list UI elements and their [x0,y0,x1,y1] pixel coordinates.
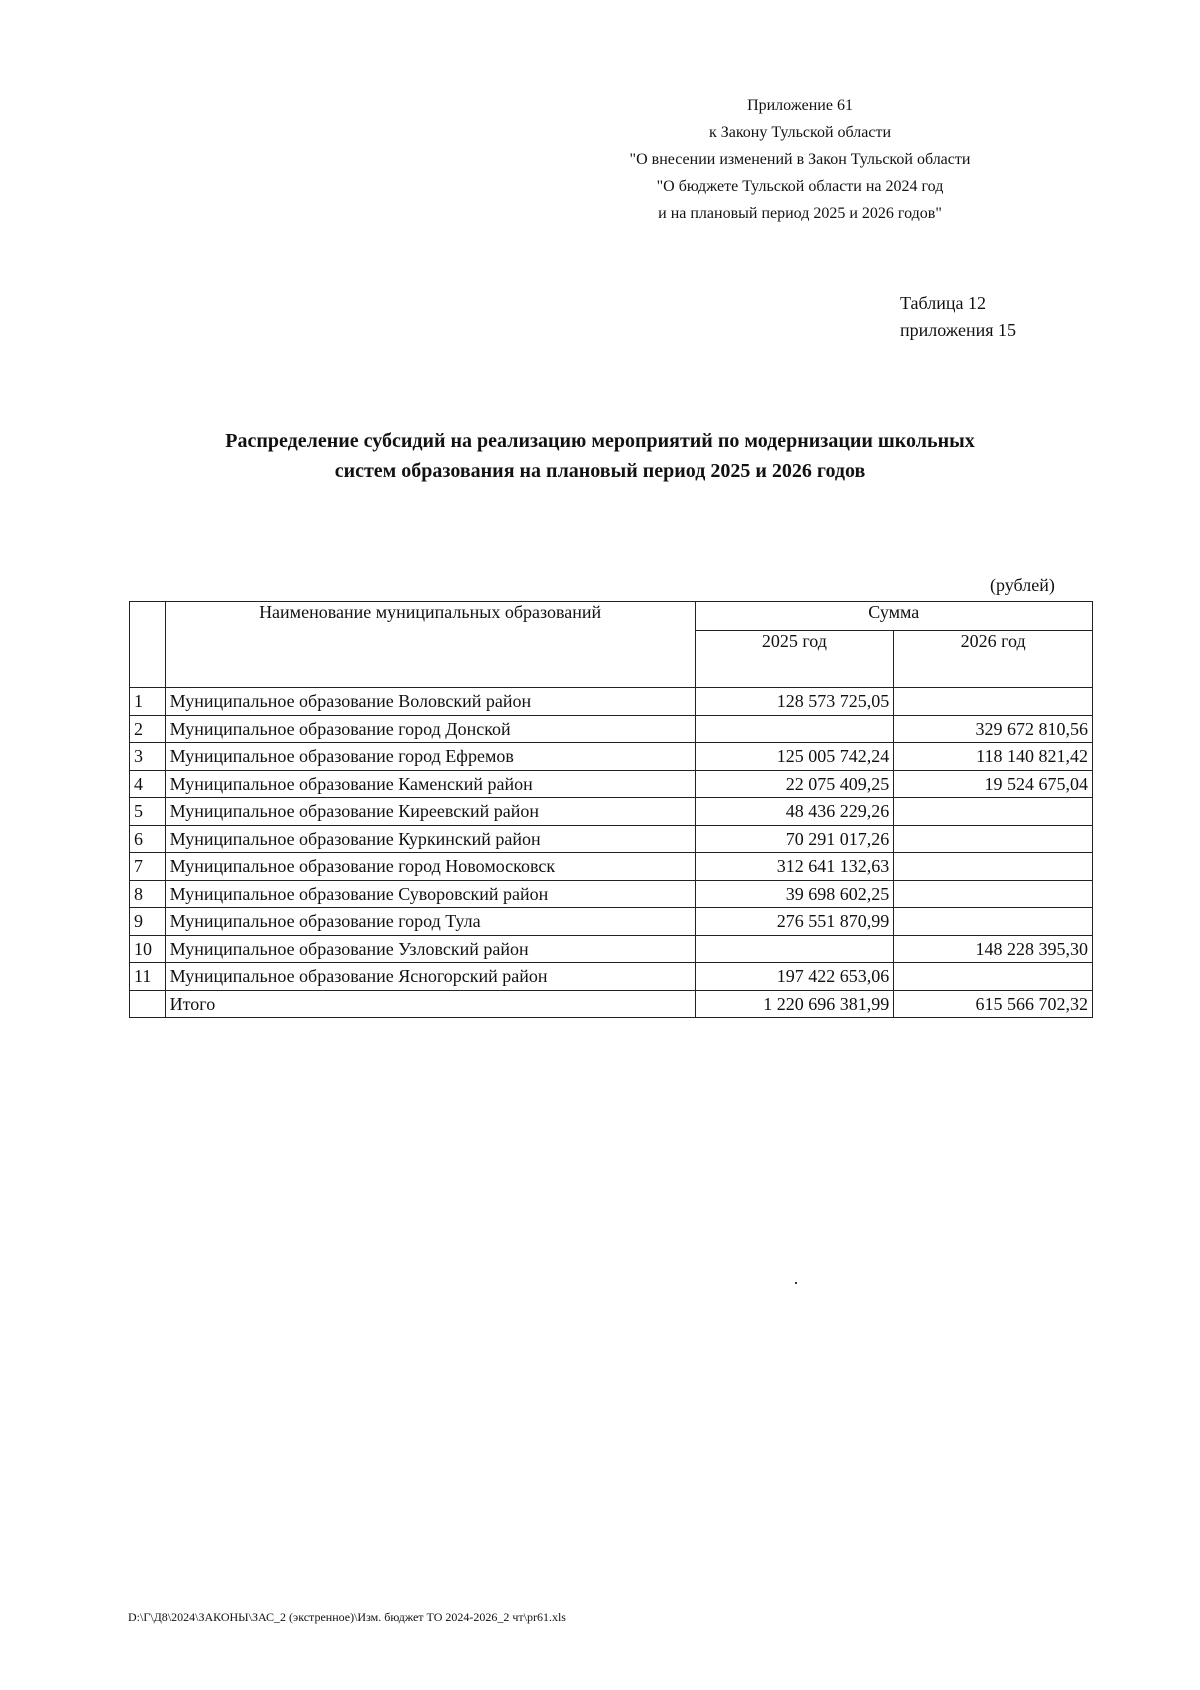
table-row [130,825,1093,853]
title-line-1: Распределение субсидий на реализацию мероприятий по модернизации школьных [225,430,975,452]
municipality-name: Муниципальное образование Куркинский район [165,825,695,853]
amount-2026 [894,798,1093,826]
table-row [130,935,1093,963]
amount-2026 [894,963,1093,991]
file-path-footer: D:\Г\Д8\2024\ЗАКОНЫ\ЗАС_2 (экстренное)\Изм. бюджет ТО 2024-2026_2 чт\pr61.xls [128,1610,566,1624]
amount-2026 [894,825,1093,853]
table-body [130,688,1093,1018]
table-appendix: приложения 15 [900,320,1017,340]
municipality-name: Муниципальное образование Воловский район [165,688,695,716]
appendix-line-5: и на плановый период 2025 и 2026 годов" [658,205,942,222]
amount-2026: 615 566 702,32 [894,990,1093,1018]
municipality-name: Муниципальное образование город Новомосковск [165,853,695,881]
amount-2026: 118 140 821,42 [894,743,1093,771]
table-row [130,963,1093,991]
units-label: (рублей) [990,575,1055,595]
table-row [130,908,1093,936]
scan-speck [795,1282,797,1284]
municipality-name: Муниципальное образование город Ефремов [165,743,695,771]
amount-2026 [894,853,1093,881]
appendix-header [600,92,1000,227]
amount-2025: 48 436 229,26 [695,798,894,826]
row-number: 6 [130,825,166,853]
amount-2026 [894,908,1093,936]
amount-2025: 197 422 653,06 [695,963,894,991]
table-number: Таблица 12 [900,293,986,313]
appendix-line-4: "О бюджете Тульской области на 2024 год [656,178,944,195]
municipality-name: Муниципальное образование Узловский район [165,935,695,963]
amount-2025: 22 075 409,25 [695,770,894,798]
amount-2026 [894,688,1093,716]
row-number: 9 [130,908,166,936]
table-row [130,798,1093,826]
table-row [130,770,1093,798]
title-line-2: систем образования на плановый период 2025 и 2026 годов [334,460,866,482]
amount-2025: 39 698 602,25 [695,880,894,908]
row-number: 11 [130,963,166,991]
amount-2025: 312 641 132,63 [695,853,894,881]
municipality-name: Муниципальное образование Суворовский район [165,880,695,908]
total-row [130,990,1093,1018]
row-number: 3 [130,743,166,771]
municipality-name: Муниципальное образование город Тула [165,908,695,936]
header-name-cell: Наименование муниципальных образований [165,602,695,688]
amount-2025: 128 573 725,05 [695,688,894,716]
header-num-cell [130,602,166,688]
row-number: 8 [130,880,166,908]
appendix-line-1: Приложение 61 [747,97,853,114]
row-number [130,990,166,1018]
table-row [130,853,1093,881]
header-2026-cell: 2026 год [894,631,1093,688]
row-number: 5 [130,798,166,826]
municipality-name: Муниципальное образование Киреевский район [165,798,695,826]
amount-2025: 70 291 017,26 [695,825,894,853]
header-2025-cell: 2025 год [695,631,894,688]
row-number: 2 [130,715,166,743]
row-number: 7 [130,853,166,881]
table-reference [900,290,1016,344]
row-number: 4 [130,770,166,798]
row-number: 1 [130,688,166,716]
table-row [130,880,1093,908]
amount-2026: 19 524 675,04 [894,770,1093,798]
header-sum-cell: Сумма [695,602,1092,631]
appendix-line-2: к Закону Тульской области [708,124,892,141]
municipality-name: Муниципальное образование город Донской [165,715,695,743]
row-number: 10 [130,935,166,963]
amount-2025: 125 005 742,24 [695,743,894,771]
municipality-name: Муниципальное образование Каменский район [165,770,695,798]
amount-2025 [695,715,894,743]
appendix-line-3: "О внесении изменений в Закон Тульской области [629,151,971,168]
municipality-name: Итого [165,990,695,1018]
amount-2025: 1 220 696 381,99 [695,990,894,1018]
table-row [130,688,1093,716]
municipality-name: Муниципальное образование Ясногорский район [165,963,695,991]
document-title [120,426,1080,486]
distribution-table [129,601,1093,1018]
amount-2026: 329 672 810,56 [894,715,1093,743]
table-row [130,715,1093,743]
amount-2026 [894,880,1093,908]
amount-2026: 148 228 395,30 [894,935,1093,963]
table-row [130,743,1093,771]
amount-2025 [695,935,894,963]
amount-2025: 276 551 870,99 [695,908,894,936]
